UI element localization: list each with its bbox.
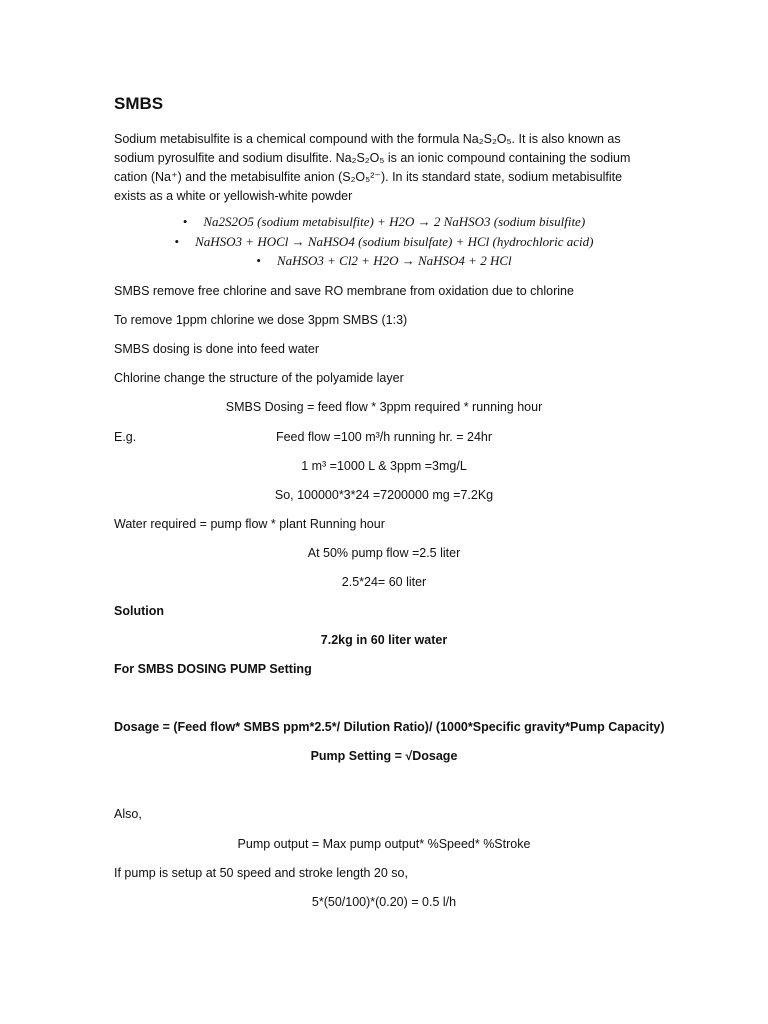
bullet-icon: •: [256, 253, 261, 268]
final-calculation: 5*(50/100)*(0.20) = 0.5 l/h: [311, 895, 457, 909]
intro-paragraph: Sodium metabisulfite is a chemical compound with the formula Na₂S₂O₅. It is also known as sodium pyrosulfite and sodium disulfite. Na₂S₂O₅ is an ionic compound containing the sodium cation (Na⁺) and the metabisulfite anion (S₂O₅²⁻). In its standard state, sodium metabisulfite exists as a white or yellowish-white powder: [114, 132, 631, 203]
conversion-line: 1 m³ =1000 L & 3ppm =3mg/L: [301, 459, 467, 473]
text-line: Chlorine change the structure of the polyamide layer: [114, 371, 404, 385]
pump-output-formula: Pump output = Max pump output* %Speed* %Stroke: [237, 837, 531, 851]
reaction-2: [0, 234, 768, 250]
water-required: Water required = pump flow * plant Running hour: [114, 517, 385, 531]
reaction-1: [0, 214, 768, 230]
example-value: Feed flow =100 m³/h running hr. = 24hr: [275, 430, 493, 444]
reaction-text: Na2S2O5 (sodium metabisulfite) + H2O → 2 NaHSO3 (sodium bisulfite): [203, 214, 586, 229]
pump-setting-formula: Pump Setting = √Dosage: [310, 749, 458, 763]
pump-flow: At 50% pump flow =2.5 liter: [307, 546, 461, 560]
dosing-formula: SMBS Dosing = feed flow * 3ppm required * running hour: [225, 400, 543, 414]
water-calculation: 2.5*24= 60 liter: [341, 575, 427, 589]
text-line: To remove 1ppm chlorine we dose 3ppm SMBS (1:3): [114, 313, 408, 327]
text-line: SMBS dosing is done into feed water: [114, 342, 319, 356]
pump-setup-line: If pump is setup at 50 speed and stroke length 20 so,: [114, 866, 408, 880]
text-line: SMBS remove free chlorine and save RO membrane from oxidation due to chlorine: [114, 284, 574, 298]
reaction-3: [0, 253, 768, 269]
pump-setting-heading: For SMBS DOSING PUMP Setting: [114, 662, 312, 676]
reaction-text: NaHSO3 + Cl2 + H2O → NaHSO4 + 2 HCl: [276, 253, 512, 268]
also-label: Also,: [114, 807, 142, 821]
solution-label: Solution: [114, 604, 164, 618]
example-label: E.g.: [114, 430, 137, 444]
bullet-icon: •: [182, 214, 188, 229]
reaction-text: NaHSO3 + HOCl → NaHSO4 (sodium bisulfate) + HCl (hydrochloric acid): [195, 234, 594, 249]
bullet-icon: •: [174, 234, 180, 249]
page-title: SMBS: [114, 94, 164, 113]
so-calculation: So, 100000*3*24 =7200000 mg =7.2Kg: [274, 488, 494, 502]
solution-value: 7.2kg in 60 liter water: [320, 633, 448, 647]
dosage-formula: Dosage = (Feed flow* SMBS ppm*2.5*/ Dilution Ratio)/ (1000*Specific gravity*Pump Capacity): [114, 720, 665, 734]
